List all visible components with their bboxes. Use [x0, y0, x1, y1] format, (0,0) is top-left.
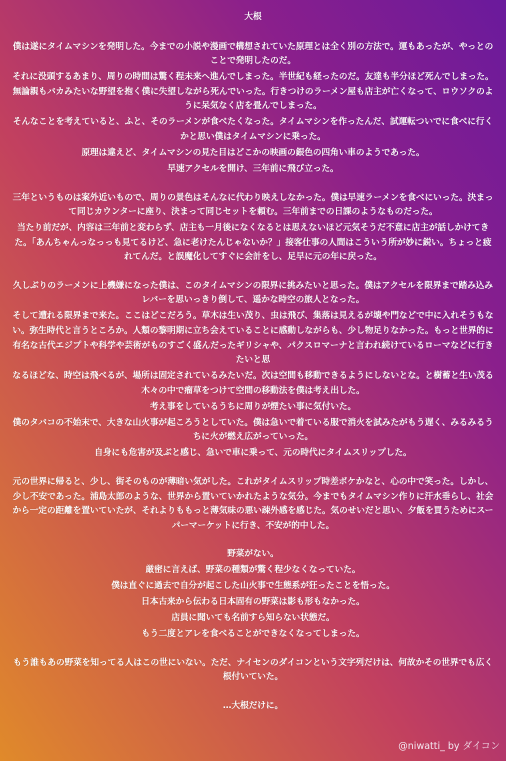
story-ending: …大根だけに。 [222, 701, 284, 712]
text-line: 僕のタバコの不始末で、大きな山火事が起ころうとしていた。僕は急いで着ている服で消火を試みたがもう遅く、みるみるうちに火が燃え広がっていった。 [12, 417, 494, 443]
text-line: 野菜がない。 [227, 549, 279, 560]
text-line: そんなことを考えていると、ふと、そのラーメンが食べたくなった。タイムマシンを作ったんだ、試運転ついでに食べに行くかと思い僕はタイムマシンに乗った。 [12, 117, 494, 142]
text-line: 厳密に言えば、野菜の種類が驚く程少なくなっていた。 [145, 565, 361, 576]
author-credit: @niwatti_ by ダイコン [398, 741, 500, 752]
text-line: それに没頭するあまり、周りの時間は驚く程未来へ進んでしまった。半世紀も経ったのだ。友達も半分ほど死んでしまった。無論親もバカみたいな野望を抱く僕に失望しながら死んでいった。行きつけのラーメン屋も店主が亡くなって、ロウソクのように呆気なく店を畳んでしまった。 [12, 72, 494, 112]
text-line: 自身にも危害が及ぶと感じ、急いで車に乗って、元の時代にタイムスリップした。 [94, 448, 412, 459]
text-line: 元の世界に帰ると、少し、街そのものが薄暗い気がした。これがタイムスリップ時差ボケかなと、心の中で笑った。しかし、少し不安であった。浦島太郎のような、世界から置いていかれたような気分。今までもタイムマシン作りに汗水垂らし、社会から一定の距離を置いていたが、それよりももっと薄気味の悪い疎外感を感じた。気のせいだと思い、夕飯を買うためにスーパーマーケットに行き、不安が的中した。 [12, 476, 494, 531]
text-line: 早速アクセルを開け、三年前に飛び立った。 [167, 163, 339, 174]
text-line: 店員に聞いても名前すら知らない状態だ。 [171, 613, 335, 624]
paragraph-3 [0, 279, 506, 461]
paragraph-4 [0, 475, 506, 533]
text-line: もう誰もあの野菜を知ってる人はこの世にいない。ただ、ナイセンのダイコンという文字列だけは、何故かその世界でも広く根付いていた。 [13, 657, 493, 683]
text-line: なるほどな、時空は飛べるが、場所は固定されているみたいだ。次は空間も移動できるようにしないとな。と樹蓄と生い茂る木々の中で瘤草をつけて空間の移動法を僕は考え出した。 [12, 371, 494, 396]
text-line: 僕は直ぐに過去で自分が起こした山火事で生態系が狂ったことを悟った。 [111, 581, 395, 592]
text-line: 久しぶりのラーメンに上機嫌になった僕は、このタイムマシンの限界に挑みたいと思った。僕はアクセルを限界まで踏み込みレバーを思いっきり倒して、遥かな時空の旅人となった。 [12, 280, 493, 306]
text-line: 考え事をしているうちに周りが煙たい事に気付いた。 [149, 401, 357, 412]
paragraph-2 [0, 191, 506, 265]
paragraph-5 [0, 547, 506, 642]
story-title: 大根 [244, 12, 262, 22]
text-line: 当たり前だが、内容は三年前と変わらず、店主も一月後になくなるとは思えないほど元気そうだ不意に店主が話しかけてきた。「あんちゃんっなっっも見てるけど、急に老けたんじゃないか？」接客仕事の人間はこういう所が妙に鋭い。ちょっと疲れてんだ。と誤魔化してすぐに会計をし、足早に元の年に戻った。 [14, 223, 492, 263]
paragraph-6 [0, 656, 506, 685]
text-line: 日本古来から伝わる日本固有の野菜は影も形もなかった。 [141, 597, 365, 608]
text-line: 僕は遂にタイムマシンを発明した。今までの小説や漫画で構想されていた原理とは全く別の方法で。運もあったが、やっとのことで発明したのだ。 [12, 41, 494, 67]
paragraph-1 [0, 40, 506, 177]
story-document [0, 10, 506, 714]
text-line: そして遭れる限界まで来た。ここはどこだろう。草木は生い茂り、虫は飛び、集落は見えるが壊や門などで中に入れそうもない。弥生時代と言うところか。人類の黎明期に立ち会えていることに感動しながらも、少し物足りなかった。もっと世界的に有名な古代エジプトや科学や芸術がものすごく盛んだったギリシャや、パクスロマーナと言われ続けているローマなどに行きたいと思 [12, 311, 494, 366]
text-line: もう二度とアレを食べることができなくなってしまった。 [141, 629, 365, 640]
text-line: 原理は違えど、タイムマシンの見た目はどこかの映画の銀色の四角い車のようであった。 [81, 147, 425, 158]
text-line: 三年というものは案外近いもので、周りの景色はそんなに代わり映えしなかった。僕は早速ラーメンを食べにいった。決まって同じカウンターに座り、決まって同じセットを頼む。三年前までの日課のようなものだった。 [12, 192, 494, 218]
